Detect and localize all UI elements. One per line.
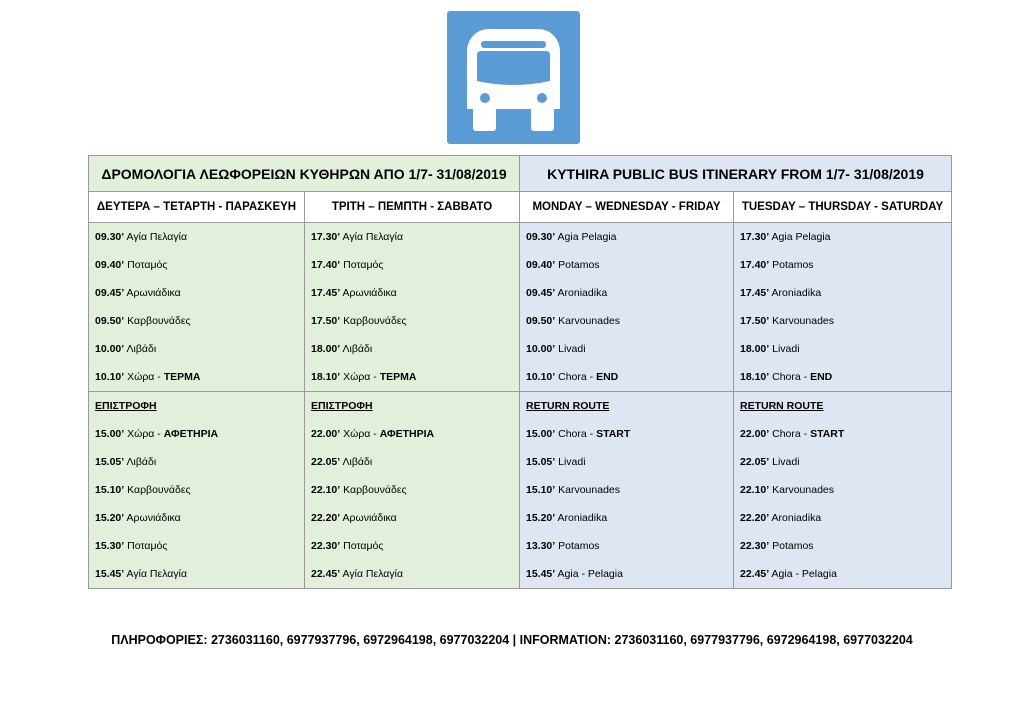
stop-time: 15.30’ xyxy=(95,540,125,552)
stop-marker: START xyxy=(810,428,845,440)
stop-place: Αρωνιάδικα xyxy=(342,287,397,299)
stop-time: 17.50’ xyxy=(311,315,341,327)
stop-time: 17.40’ xyxy=(740,259,770,271)
stop-place: Karvounades xyxy=(558,484,621,496)
stop-place: Potamos xyxy=(558,540,600,552)
stop-time: 09.50’ xyxy=(526,315,556,327)
stop-time: 17.40’ xyxy=(311,259,341,271)
stop-place: Αγία Πελαγία xyxy=(342,231,404,243)
stop-time: 10.00’ xyxy=(95,343,125,355)
stop-marker: ΤΕΡΜΑ xyxy=(379,371,417,383)
stop-cell xyxy=(734,363,952,392)
stop-time: 22.30’ xyxy=(311,540,341,552)
stop-time: 18.10’ xyxy=(311,371,341,383)
stop-time: 17.30’ xyxy=(740,231,770,243)
stop-cell xyxy=(305,504,520,532)
stop-cell xyxy=(734,223,952,252)
stop-place: Aroniadika xyxy=(557,287,608,299)
stop-time: 09.40’ xyxy=(526,259,556,271)
stop-cell xyxy=(520,279,734,307)
stop-cell xyxy=(520,420,734,448)
stop-cell xyxy=(89,335,305,363)
day-header: TUESDAY – THURSDAY - SATURDAY xyxy=(734,192,952,223)
stop-time: 22.45’ xyxy=(311,568,341,580)
stop-place: Καρβουνάδες xyxy=(127,484,191,496)
stop-cell xyxy=(305,335,520,363)
stop-cell xyxy=(89,363,305,392)
stop-time: 10.10’ xyxy=(526,371,556,383)
stop-cell xyxy=(734,251,952,279)
stop-time: 22.10’ xyxy=(740,484,770,496)
stop-place: Livadi xyxy=(558,343,586,355)
stop-place: Chora - xyxy=(772,428,811,440)
stop-place: Λιβάδι xyxy=(126,343,157,355)
stop-place: Potamos xyxy=(772,259,814,271)
stop-time: 15.45’ xyxy=(95,568,125,580)
stop-marker: END xyxy=(596,371,619,383)
stop-row xyxy=(89,420,952,448)
stop-place: Καρβουνάδες xyxy=(127,315,191,327)
stop-cell xyxy=(734,504,952,532)
stop-cell xyxy=(305,279,520,307)
stop-row xyxy=(89,448,952,476)
stop-cell xyxy=(734,560,952,589)
stop-row xyxy=(89,307,952,335)
stop-time: 15.05’ xyxy=(95,456,125,468)
stop-time: 22.30’ xyxy=(740,540,770,552)
greek-title: ΔΡΟΜΟΛΟΓΙΑ ΛΕΩΦΟΡΕΙΩΝ ΚΥΘΗΡΩΝ ΑΠΟ 1/7- 31/08/2019 xyxy=(89,156,520,192)
return-header-row xyxy=(89,392,952,421)
stop-cell xyxy=(520,476,734,504)
stop-cell xyxy=(734,420,952,448)
stop-row xyxy=(89,335,952,363)
stop-time: 09.45’ xyxy=(95,287,125,299)
info-footer: ΠΛΗΡΟΦΟΡΙΕΣ: 2736031160, 6977937796, 6972964198, 6977032204 | INFORMATION: 2736031160, 6977937796, 6972964198, 6977032204 xyxy=(111,633,913,647)
stop-place: Ποταμός xyxy=(343,540,384,552)
stop-cell xyxy=(305,560,520,589)
outbound-section xyxy=(89,223,952,392)
stop-row xyxy=(89,504,952,532)
stop-place: Agia Pelagia xyxy=(771,231,831,243)
stop-row xyxy=(89,476,952,504)
stop-place: Αγία Πελαγία xyxy=(126,231,188,243)
stop-place: Χώρα - xyxy=(343,428,380,440)
stop-time: 09.50’ xyxy=(95,315,125,327)
return-header: RETURN ROUTE xyxy=(526,400,610,412)
stop-place: Livadi xyxy=(772,343,800,355)
stop-time: 15.00’ xyxy=(526,428,556,440)
stop-cell xyxy=(305,307,520,335)
stop-cell xyxy=(89,476,305,504)
stop-cell xyxy=(520,560,734,589)
stop-marker: START xyxy=(596,428,631,440)
stop-cell xyxy=(734,532,952,560)
stop-cell xyxy=(305,223,520,252)
day-header: MONDAY – WEDNESDAY - FRIDAY xyxy=(520,192,734,223)
stop-row xyxy=(89,251,952,279)
stop-time: 10.00’ xyxy=(526,343,556,355)
stop-cell xyxy=(89,420,305,448)
stop-place: Χώρα - xyxy=(343,371,380,383)
stop-place: Αρωνιάδικα xyxy=(126,287,181,299)
stop-place: Chora - xyxy=(558,371,597,383)
bus-icon xyxy=(447,11,580,144)
stop-cell xyxy=(89,448,305,476)
stop-cell xyxy=(520,251,734,279)
stop-place: Livadi xyxy=(558,456,586,468)
stop-marker: ΤΕΡΜΑ xyxy=(163,371,201,383)
stop-cell xyxy=(305,420,520,448)
stop-marker: END xyxy=(810,371,833,383)
stop-time: 09.30’ xyxy=(95,231,125,243)
stop-place: Ποταμός xyxy=(127,259,168,271)
stop-place: Αγία Πελαγία xyxy=(126,568,188,580)
stop-place: Αγία Πελαγία xyxy=(342,568,404,580)
stop-time: 18.10’ xyxy=(740,371,770,383)
stop-cell xyxy=(734,476,952,504)
stop-time: 09.45’ xyxy=(526,287,556,299)
stop-row xyxy=(89,279,952,307)
stop-row xyxy=(89,560,952,589)
stop-cell xyxy=(734,448,952,476)
stop-place: Ποταμός xyxy=(343,259,384,271)
stop-place: Λιβάδι xyxy=(342,343,373,355)
stop-cell xyxy=(520,223,734,252)
return-header: ΕΠΙΣΤΡΟΦΗ xyxy=(95,400,157,412)
stop-cell xyxy=(89,307,305,335)
stop-place: Chora - xyxy=(772,371,811,383)
stop-time: 22.05’ xyxy=(311,456,341,468)
stop-place: Agia Pelagia xyxy=(557,231,617,243)
stop-cell xyxy=(89,504,305,532)
stop-time: 13.30’ xyxy=(526,540,556,552)
return-header: RETURN ROUTE xyxy=(740,400,824,412)
stop-place: Καρβουνάδες xyxy=(343,315,407,327)
stop-row xyxy=(89,223,952,252)
stop-time: 22.20’ xyxy=(740,512,770,524)
stop-place: Χώρα - xyxy=(127,428,164,440)
stop-cell xyxy=(734,279,952,307)
stop-place: Karvounades xyxy=(772,315,835,327)
return-section xyxy=(89,420,952,589)
stop-cell xyxy=(520,307,734,335)
stop-cell xyxy=(89,223,305,252)
stop-time: 17.30’ xyxy=(311,231,341,243)
return-header: ΕΠΙΣΤΡΟΦΗ xyxy=(311,400,373,412)
stop-time: 15.00’ xyxy=(95,428,125,440)
stop-place: Ποταμός xyxy=(127,540,168,552)
stop-place: Καρβουνάδες xyxy=(343,484,407,496)
stop-time: 18.00’ xyxy=(311,343,341,355)
days-row xyxy=(89,192,952,223)
stop-time: 22.20’ xyxy=(311,512,341,524)
stop-time: 22.05’ xyxy=(740,456,770,468)
stop-time: 15.20’ xyxy=(95,512,125,524)
stop-time: 10.10’ xyxy=(95,371,125,383)
stop-time: 17.50’ xyxy=(740,315,770,327)
stop-place: Λιβάδι xyxy=(126,456,157,468)
stop-place: Chora - xyxy=(558,428,597,440)
stop-place: Agia - Pelagia xyxy=(771,568,837,580)
stop-time: 22.45’ xyxy=(740,568,770,580)
stop-cell xyxy=(734,307,952,335)
stop-place: Aroniadika xyxy=(771,512,822,524)
stop-place: Potamos xyxy=(772,540,814,552)
stop-place: Χώρα - xyxy=(127,371,164,383)
stop-cell xyxy=(89,532,305,560)
stop-marker: ΑΦΕΤΗΡΙΑ xyxy=(163,428,219,440)
stop-time: 15.20’ xyxy=(526,512,556,524)
stop-cell xyxy=(520,363,734,392)
stop-cell xyxy=(89,251,305,279)
stop-place: Aroniadika xyxy=(771,287,822,299)
stop-place: Agia - Pelagia xyxy=(557,568,623,580)
stop-time: 15.05’ xyxy=(526,456,556,468)
stop-row xyxy=(89,363,952,392)
stop-cell xyxy=(734,335,952,363)
stop-place: Λιβάδι xyxy=(342,456,373,468)
stop-time: 17.45’ xyxy=(311,287,341,299)
stop-time: 15.10’ xyxy=(95,484,125,496)
bus-schedule-table xyxy=(88,155,952,589)
day-header: ΤΡΙΤΗ – ΠΕΜΠΤΗ - ΣΑΒΒΑΤΟ xyxy=(305,192,520,223)
stop-time: 15.10’ xyxy=(526,484,556,496)
stop-time: 18.00’ xyxy=(740,343,770,355)
stop-row xyxy=(89,532,952,560)
stop-place: Karvounades xyxy=(558,315,621,327)
stop-time: 22.00’ xyxy=(740,428,770,440)
stop-time: 09.30’ xyxy=(526,231,556,243)
stop-time: 15.45’ xyxy=(526,568,556,580)
stop-cell xyxy=(520,532,734,560)
stop-cell xyxy=(520,335,734,363)
stop-cell xyxy=(89,279,305,307)
stop-place: Αρωνιάδικα xyxy=(126,512,181,524)
stop-cell xyxy=(305,448,520,476)
stop-time: 09.40’ xyxy=(95,259,125,271)
day-header: ΔΕΥΤΕΡΑ – ΤΕΤΑΡΤΗ - ΠΑΡΑΣΚΕΥΗ xyxy=(89,192,305,223)
stop-cell xyxy=(520,504,734,532)
stop-time: 22.00’ xyxy=(311,428,341,440)
stop-time: 22.10’ xyxy=(311,484,341,496)
english-title: KYTHIRA PUBLIC BUS ITINERARY FROM 1/7- 31/08/2019 xyxy=(520,156,952,192)
stop-cell xyxy=(305,532,520,560)
stop-cell xyxy=(305,363,520,392)
stop-cell xyxy=(305,476,520,504)
stop-place: Livadi xyxy=(772,456,800,468)
stop-place: Karvounades xyxy=(772,484,835,496)
stop-place: Αρωνιάδικα xyxy=(342,512,397,524)
stop-cell xyxy=(89,560,305,589)
stop-marker: ΑΦΕΤΗΡΙΑ xyxy=(379,428,435,440)
stop-place: Potamos xyxy=(558,259,600,271)
stop-cell xyxy=(305,251,520,279)
stop-cell xyxy=(520,448,734,476)
stop-place: Aroniadika xyxy=(557,512,608,524)
stop-time: 17.45’ xyxy=(740,287,770,299)
